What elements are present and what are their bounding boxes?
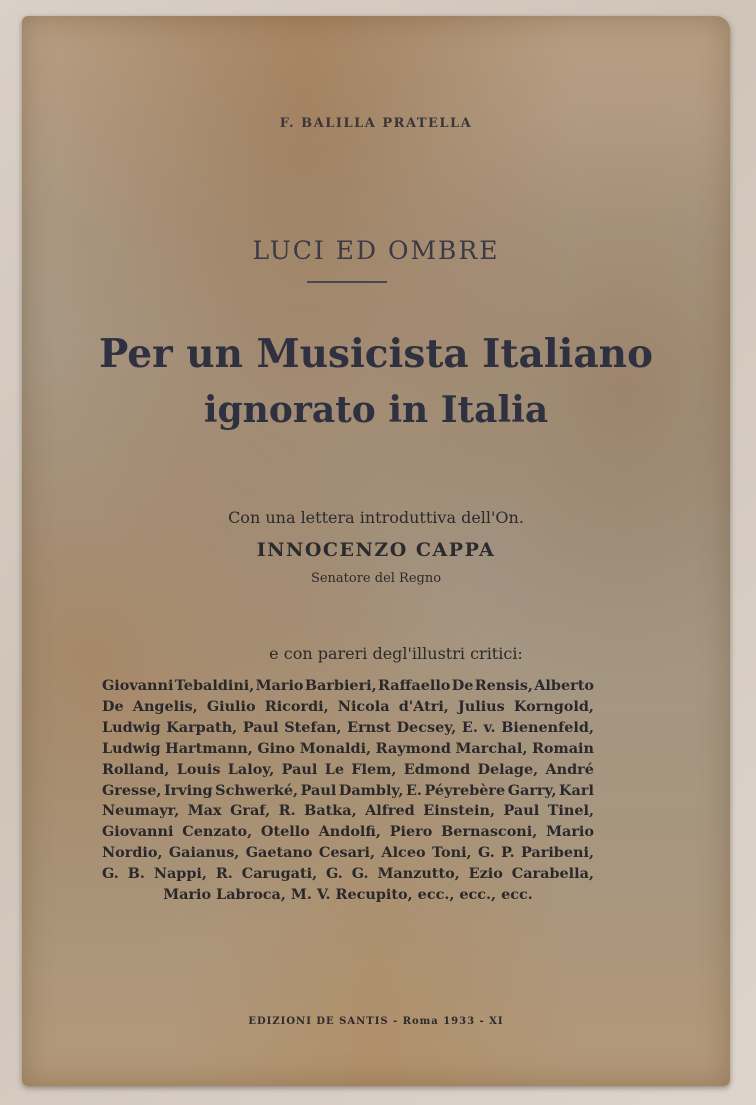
- critics-line: Giovanni Cenzato, Otello Andolfi, Piero Bernasconi, Mario: [102, 823, 594, 841]
- critics-line: Giovanni Tebaldini, Mario Barbieri, Raffaello De Rensis, Alberto: [102, 677, 594, 694]
- critics-line: Mario Labroca, M. V. Recupito, ecc., ecc., ecc.: [163, 886, 533, 904]
- critics-intro: e con pareri degl'illustri critici:: [269, 644, 523, 663]
- book-title-line2: ignorato in Italia: [203, 389, 549, 431]
- series-title: LUCI ED OMBRE: [252, 236, 500, 265]
- ornamental-rule: [307, 281, 387, 283]
- introducer-role: Senatore del Regno: [310, 571, 442, 586]
- critics-line: Ludwig Karpath, Paul Stefan, Ernst Decsey, E. v. Bienenfeld,: [102, 718, 594, 736]
- critics-line: G. B. Nappi, R. Carugati, G. G. Manzutto, Ezio Carabella,: [102, 865, 594, 883]
- publisher-line: EDIZIONI DE SANTIS - Roma 1933 - XI: [248, 1016, 504, 1027]
- critics-line: Neumayr, Max Graf, R. Batka, Alfred Einstein, Paul Tinel,: [102, 802, 594, 820]
- critics-line: De Angelis, Giulio Ricordi, Nicola d'Atri, Julius Korngold,: [102, 697, 594, 715]
- book-title-line1: Per un Musicista Italiano: [99, 331, 653, 377]
- critics-list: [102, 676, 594, 906]
- book-cover: [22, 16, 730, 1086]
- critics-line: Gresse, Irving Schwerké, Paul Dambly, E. Péyrebère Garry, Karl: [102, 781, 594, 799]
- intro-text: Con una lettera introduttiva dell'On.: [228, 508, 524, 527]
- critics-line: Nordio, Gaianus, Gaetano Cesari, Alceo Toni, G. P. Paribeni,: [102, 844, 594, 862]
- critics-line: Rolland, Louis Laloy, Paul Le Flem, Edmond Delage, André: [102, 760, 594, 778]
- introducer-name: INNOCENZO CAPPA: [256, 539, 496, 561]
- critics-line: Ludwig Hartmann, Gino Monaldi, Raymond Marchal, Romain: [102, 739, 594, 757]
- author-name: F. BALILLA PRATELLA: [279, 116, 473, 131]
